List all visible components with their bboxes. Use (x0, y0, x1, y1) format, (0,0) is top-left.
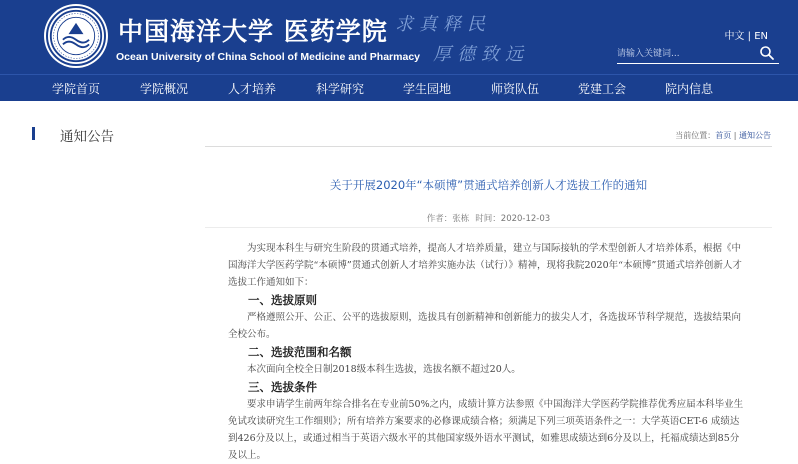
motto-line-1: 求真释民 (395, 14, 491, 35)
search-input[interactable] (617, 46, 752, 62)
site-header (0, 0, 798, 74)
breadcrumb-separator: | (731, 131, 739, 140)
language-switcher (724, 27, 768, 42)
heading-selection-principles: 一、选拔原则 (248, 293, 317, 307)
breadcrumb-current-link[interactable]: 通知公告 (739, 131, 771, 140)
paragraph-scope-quota: 本次面向全校全日制2018级本科生选拔，选拔名额不超过20人。 (247, 364, 521, 375)
brand-name-cn[interactable]: 中国海洋大学 医药学院 (118, 17, 388, 46)
motto-line-2: 厚德致远 (433, 44, 529, 65)
article-intro: 为实现本科生与研究生阶段的贯通式培养，提高人才培养质量，建立与国际接轨的学术型创新人才培养体系，根据《中国海洋大学医药学院“本硕博”贯通式创新人才培养实施办法（试行）》精神，现将我院2020年“本硕博”贯通式培养创新人才选拔工作通知如下： (228, 243, 742, 288)
article-body (228, 240, 748, 464)
university-seal-icon[interactable] (46, 6, 106, 66)
nav-home[interactable]: 学院首页 (52, 82, 101, 96)
search-box (617, 44, 779, 64)
breadcrumb-home-link[interactable]: 首页 (715, 131, 732, 140)
nav-students[interactable]: 学生园地 (403, 82, 452, 96)
lang-cn-link[interactable]: 中文 (724, 31, 745, 42)
article-title: 关于开展2020年“本硕博”贯通式培养创新人才选拔工作的通知 (329, 178, 648, 192)
heading-scope-quota: 二、选拔范围和名额 (248, 345, 352, 359)
nav-faculty[interactable]: 师资队伍 (491, 82, 540, 96)
section-title: 通知公告 (60, 129, 114, 145)
brand-name-en: Ocean University of China School of Medicine and Pharmacy (116, 51, 420, 63)
main-nav (0, 74, 798, 101)
search-icon[interactable] (759, 45, 775, 61)
nav-party-union[interactable]: 党建工会 (578, 82, 627, 96)
paragraph-selection-conditions: 要求申请学生前两年综合排名在专业前50%之内，成绩计算方法参照《中国海洋大学医药学院推荐优秀应届本科毕业生免试攻读研究生工作细则》；所有培养方案要求的必修课成绩合格；须满足下列三项英语条件之一：大学英语CET-6 成绩达到426分及以上，或通过相当于英语六级水平的其他国家级外语水平测试，如雅思成绩达到6分及以上，托福成绩达到85分及以上。 (228, 399, 744, 461)
calligraphy-motto (395, 8, 545, 68)
section-accent-bar (32, 127, 35, 140)
breadcrumb-prefix: 当前位置： (675, 131, 716, 140)
article-date: 时间：2020-12-03 (475, 214, 551, 224)
article-author: 作者：张栋 (426, 214, 470, 224)
nav-overview[interactable]: 学院概况 (140, 82, 189, 96)
nav-research[interactable]: 科学研究 (316, 82, 365, 96)
nav-internal-info[interactable]: 院内信息 (665, 82, 714, 96)
section-divider (205, 146, 772, 147)
breadcrumb (675, 130, 771, 141)
article-meta (205, 212, 772, 224)
meta-divider (205, 227, 772, 228)
paragraph-selection-principles: 严格遵照公开、公正、公平的选拔原则，选拔具有创新精神和创新能力的拔尖人才，各选拔环节科学规范，选拔结果向全校公布。 (228, 312, 742, 340)
heading-selection-conditions: 三、选拔条件 (248, 380, 317, 394)
lang-en-link[interactable]: EN (754, 31, 768, 42)
lang-separator: | (747, 31, 751, 42)
nav-education[interactable]: 人才培养 (228, 82, 277, 96)
